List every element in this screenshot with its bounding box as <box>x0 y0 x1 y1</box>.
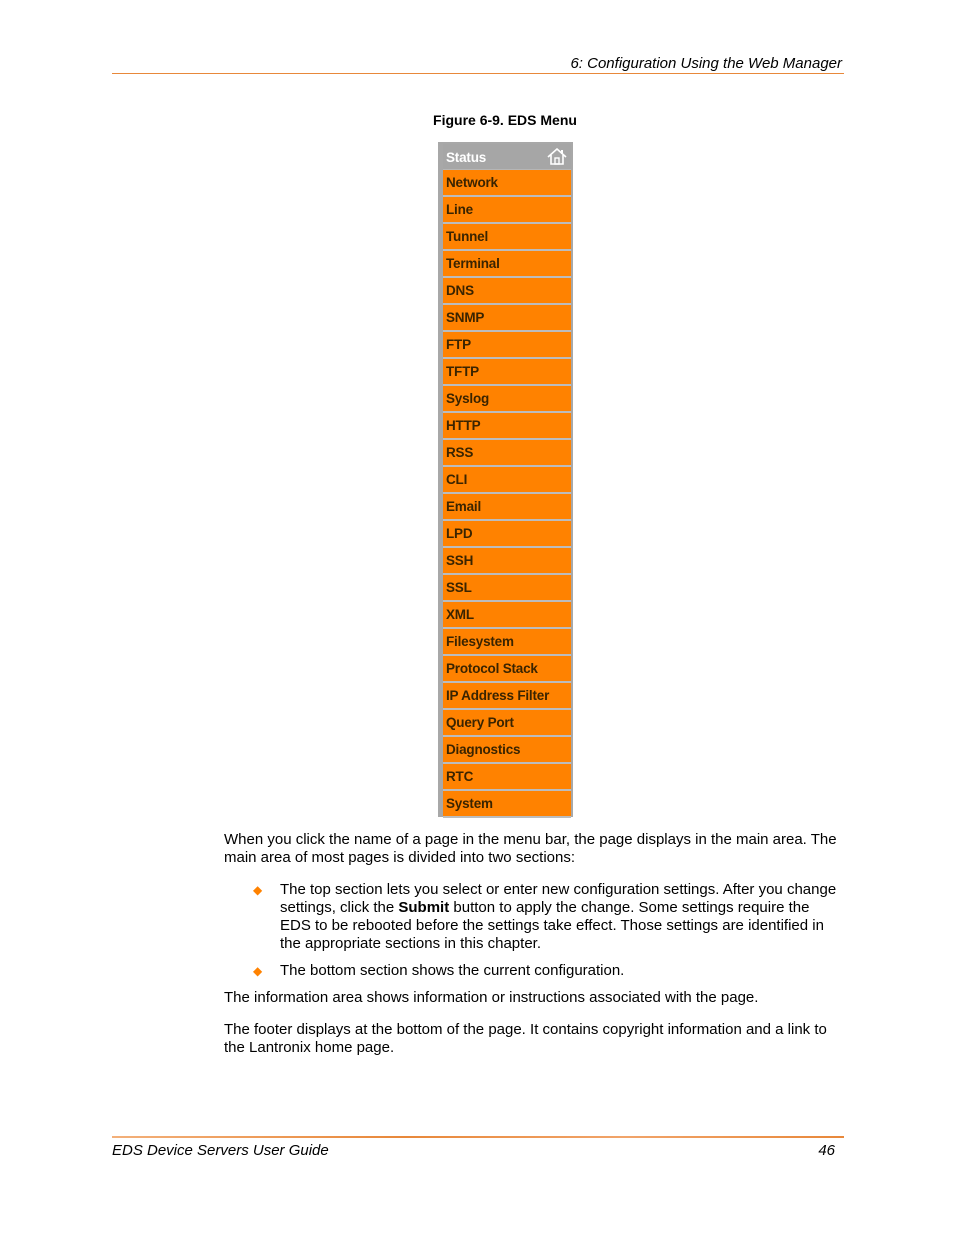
paragraph-information-area: The information area shows information or instructions associated with the page. <box>224 989 759 1006</box>
menu-item-lpd[interactable] <box>443 521 571 548</box>
menu-item-label: Filesystem <box>446 634 514 649</box>
chapter-header: 6: Configuration Using the Web Manager <box>570 55 842 72</box>
menu-item-email[interactable] <box>443 494 571 521</box>
menu-item-ftp[interactable] <box>443 332 571 359</box>
menu-item-status[interactable] <box>443 144 571 170</box>
menu-item-label: System <box>446 796 493 811</box>
menu-item-syslog[interactable] <box>443 386 571 413</box>
menu-item-label: LPD <box>446 526 473 541</box>
menu-item-label: Email <box>446 499 482 514</box>
menu-item-line[interactable] <box>443 197 571 224</box>
menu-item-ip-address-filter[interactable] <box>443 683 571 710</box>
menu-item-label: FTP <box>446 337 471 352</box>
menu-item-terminal[interactable] <box>443 251 571 278</box>
menu-item-label: Terminal <box>446 256 500 271</box>
menu-item-label: DNS <box>446 283 474 298</box>
figure-caption: Figure 6-9. EDS Menu <box>433 112 577 128</box>
menu-item-network[interactable] <box>443 170 571 197</box>
menu-item-label: Query Port <box>446 715 514 730</box>
menu-item-filesystem[interactable] <box>443 629 571 656</box>
menu-item-label: RSS <box>446 445 474 460</box>
menu-item-label: TFTP <box>446 364 479 379</box>
menu-item-label: Line <box>446 202 473 217</box>
bullet-icon: ◆ <box>253 883 263 897</box>
eds-menu <box>438 142 573 817</box>
menu-item-label: Diagnostics <box>446 742 521 757</box>
bullet-top-section: The top section lets you select or enter new configuration settings. After you change settings, click the Submit button to apply the change. Some settings require the EDS to be rebooted before the settings take effect. Those settings are identified in the appropriate sections in this chapter. <box>280 881 837 952</box>
menu-item-label: Network <box>446 175 498 190</box>
menu-item-label: XML <box>446 607 474 622</box>
menu-item-label: CLI <box>446 472 468 487</box>
bullet-bottom-section: The bottom section shows the current configuration. <box>280 962 625 979</box>
menu-item-snmp[interactable] <box>443 305 571 332</box>
submit-term: Submit <box>398 899 450 916</box>
paragraph-main-area: When you click the name of a page in the menu bar, the page displays in the main area. The main area of most pages is divided into two sections: <box>224 831 837 866</box>
menu-item-tunnel[interactable] <box>443 224 571 251</box>
menu-item-rtc[interactable] <box>443 764 571 791</box>
menu-item-label: RTC <box>446 769 474 784</box>
paragraph-footer: The footer displays at the bottom of the page. It contains copyright information and a link to the Lantronix home page. <box>224 1021 827 1056</box>
menu-item-dns[interactable] <box>443 278 571 305</box>
menu-item-rss[interactable] <box>443 440 571 467</box>
menu-item-label: Tunnel <box>446 229 489 244</box>
menu-item-label: SNMP <box>446 310 485 325</box>
menu-item-label: Status <box>446 150 487 165</box>
menu-item-label: IP Address Filter <box>446 688 550 703</box>
menu-item-tftp[interactable] <box>443 359 571 386</box>
home-icon[interactable] <box>547 148 567 170</box>
footer-guide-title: EDS Device Servers User Guide <box>112 1142 329 1159</box>
menu-item-label: SSH <box>446 553 474 568</box>
menu-item-label: SSL <box>446 580 472 595</box>
menu-item-ssl[interactable] <box>443 575 571 602</box>
menu-item-label: Syslog <box>446 391 490 406</box>
menu-item-xml[interactable] <box>443 602 571 629</box>
bullet-icon: ◆ <box>253 964 263 978</box>
menu-item-cli[interactable] <box>443 467 571 494</box>
menu-item-diagnostics[interactable] <box>443 737 571 764</box>
header-rule <box>112 73 844 74</box>
menu-item-label: HTTP <box>446 418 481 433</box>
menu-item-ssh[interactable] <box>443 548 571 575</box>
footer-rule <box>112 1136 844 1138</box>
page-number: 46 <box>818 1142 835 1159</box>
menu-item-system[interactable] <box>443 791 571 818</box>
menu-item-label: Protocol Stack <box>446 661 538 676</box>
menu-item-query-port[interactable] <box>443 710 571 737</box>
menu-item-http[interactable] <box>443 413 571 440</box>
menu-item-protocol-stack[interactable] <box>443 656 571 683</box>
